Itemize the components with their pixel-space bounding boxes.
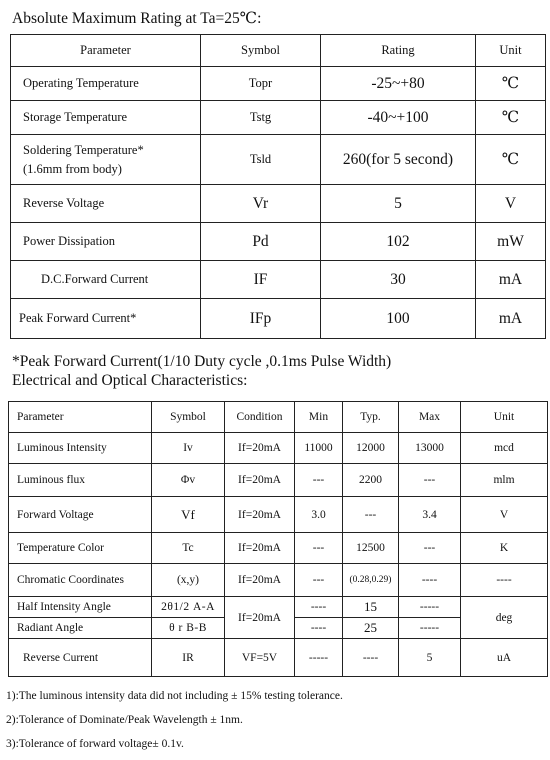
param-cell: Forward Voltage — [9, 497, 152, 533]
unit-cell: mA — [476, 299, 546, 339]
typ-cell: 2200 — [343, 464, 399, 497]
section1-footnote: *Peak Forward Current(1/10 Duty cycle ,0.1ms Pulse Width) — [12, 353, 392, 370]
param-cell: Radiant Angle — [9, 618, 152, 639]
header-symbol: Symbol — [152, 402, 225, 433]
symbol-cell: Φv — [152, 464, 225, 497]
param-cell: Storage Temperature — [11, 101, 201, 135]
param-cell: Reverse Current — [9, 639, 152, 677]
header-parameter: Parameter — [11, 35, 201, 67]
symbol-cell: IFp — [201, 299, 321, 339]
unit-cell: ℃ — [476, 67, 546, 101]
param-cell — [11, 135, 201, 185]
symbol-cell: Tc — [152, 533, 225, 564]
condition-cell: VF=5V — [225, 639, 295, 677]
symbol-cell: θ r B-B — [152, 618, 225, 639]
min-cell: ----- — [295, 639, 343, 677]
unit-cell: K — [461, 533, 548, 564]
param-note: (1.6mm from body) — [23, 161, 122, 176]
min-cell: ---- — [295, 618, 343, 639]
symbol-cell: Vf — [152, 497, 225, 533]
max-cell: 5 — [399, 639, 461, 677]
min-cell: --- — [295, 464, 343, 497]
table-row — [11, 135, 546, 185]
max-cell: ----- — [399, 618, 461, 639]
min-cell: 11000 — [295, 433, 343, 464]
condition-cell: If=20mA — [225, 564, 295, 597]
unit-cell: V — [476, 185, 546, 223]
table-row — [11, 101, 546, 135]
table-row — [11, 223, 546, 261]
max-cell: ---- — [399, 564, 461, 597]
param-cell: Luminous flux — [9, 464, 152, 497]
rating-cell: 102 — [321, 223, 476, 261]
table-row — [11, 67, 546, 101]
param-cell: Temperature Color — [9, 533, 152, 564]
header-max: Max — [399, 402, 461, 433]
rating-cell: 5 — [321, 185, 476, 223]
rating-cell: 100 — [321, 299, 476, 339]
min-cell: --- — [295, 533, 343, 564]
table-row — [9, 497, 548, 533]
symbol-cell: IR — [152, 639, 225, 677]
rating-cell: -25~+80 — [321, 67, 476, 101]
max-cell: 3.4 — [399, 497, 461, 533]
table-row — [9, 433, 548, 464]
typ-cell: ---- — [343, 639, 399, 677]
typ-cell: 25 — [343, 618, 399, 639]
unit-cell: mcd — [461, 433, 548, 464]
symbol-cell: Pd — [201, 223, 321, 261]
unit-cell: mA — [476, 261, 546, 299]
header-condition: Condition — [225, 402, 295, 433]
unit-cell: mW — [476, 223, 546, 261]
symbol-cell: 2θ1/2 A-A — [152, 597, 225, 618]
typ-cell: 12500 — [343, 533, 399, 564]
header-unit: Unit — [476, 35, 546, 67]
param-cell: D.C.Forward Current — [11, 261, 201, 299]
unit-cell: ---- — [461, 564, 548, 597]
param-cell: Chromatic Coordinates — [9, 564, 152, 597]
electrical-optical-table — [8, 401, 548, 677]
min-cell: --- — [295, 564, 343, 597]
unit-cell: V — [461, 497, 548, 533]
header-parameter: Parameter — [9, 402, 152, 433]
max-cell: --- — [399, 464, 461, 497]
min-cell: 3.0 — [295, 497, 343, 533]
table-row — [9, 464, 548, 497]
unit-cell: mlm — [461, 464, 548, 497]
angle-condition-cell: If=20mA — [225, 597, 295, 639]
absolute-maximum-rating-table — [10, 34, 546, 339]
table-header-row — [11, 35, 546, 67]
symbol-cell: Tstg — [201, 101, 321, 135]
max-cell: ----- — [399, 597, 461, 618]
symbol-cell: Vr — [201, 185, 321, 223]
table-header-row — [9, 402, 548, 433]
table-row — [11, 299, 546, 339]
unit-cell: ℃ — [476, 135, 546, 185]
condition-cell: If=20mA — [225, 497, 295, 533]
header-typ: Typ. — [343, 402, 399, 433]
unit-cell: ℃ — [476, 101, 546, 135]
table-row — [9, 597, 548, 618]
note-2: 2):Tolerance of Dominate/Peak Wavelength ± 1nm. — [6, 714, 243, 726]
param-cell: Peak Forward Current* — [11, 299, 201, 339]
section2-title: Electrical and Optical Characteristics: — [12, 372, 248, 389]
note-3: 3):Tolerance of forward voltage± 0.1v. — [6, 738, 184, 750]
max-cell: --- — [399, 533, 461, 564]
note-1: 1):The luminous intensity data did not including ± 15% testing tolerance. — [6, 690, 343, 702]
param-cell: Power Dissipation — [11, 223, 201, 261]
rating-cell: -40~+100 — [321, 101, 476, 135]
symbol-cell: Topr — [201, 67, 321, 101]
table-row — [11, 185, 546, 223]
symbol-cell: Iv — [152, 433, 225, 464]
header-symbol: Symbol — [201, 35, 321, 67]
param-cell: Reverse Voltage — [11, 185, 201, 223]
typ-cell: --- — [343, 497, 399, 533]
rating-cell: 30 — [321, 261, 476, 299]
symbol-cell: IF — [201, 261, 321, 299]
typ-cell: 15 — [343, 597, 399, 618]
unit-cell: uA — [461, 639, 548, 677]
param-cell: Luminous Intensity — [9, 433, 152, 464]
typ-cell: (0.28,0.29) — [343, 564, 399, 597]
header-rating: Rating — [321, 35, 476, 67]
table-row — [11, 261, 546, 299]
param-line: Soldering Temperature* — [23, 142, 144, 157]
section1-title: Absolute Maximum Rating at Ta=25℃: — [12, 10, 262, 27]
header-min: Min — [295, 402, 343, 433]
condition-cell: If=20mA — [225, 464, 295, 497]
angle-unit-cell: deg — [461, 597, 548, 639]
table-row — [9, 533, 548, 564]
param-cell: Operating Temperature — [11, 67, 201, 101]
typ-cell: 12000 — [343, 433, 399, 464]
table-row — [9, 639, 548, 677]
symbol-cell: (x,y) — [152, 564, 225, 597]
header-unit: Unit — [461, 402, 548, 433]
symbol-cell: Tsld — [201, 135, 321, 185]
param-cell: Half Intensity Angle — [9, 597, 152, 618]
rating-cell: 260(for 5 second) — [321, 135, 476, 185]
condition-cell: If=20mA — [225, 533, 295, 564]
max-cell: 13000 — [399, 433, 461, 464]
min-cell: ---- — [295, 597, 343, 618]
table-row — [9, 564, 548, 597]
condition-cell: If=20mA — [225, 433, 295, 464]
